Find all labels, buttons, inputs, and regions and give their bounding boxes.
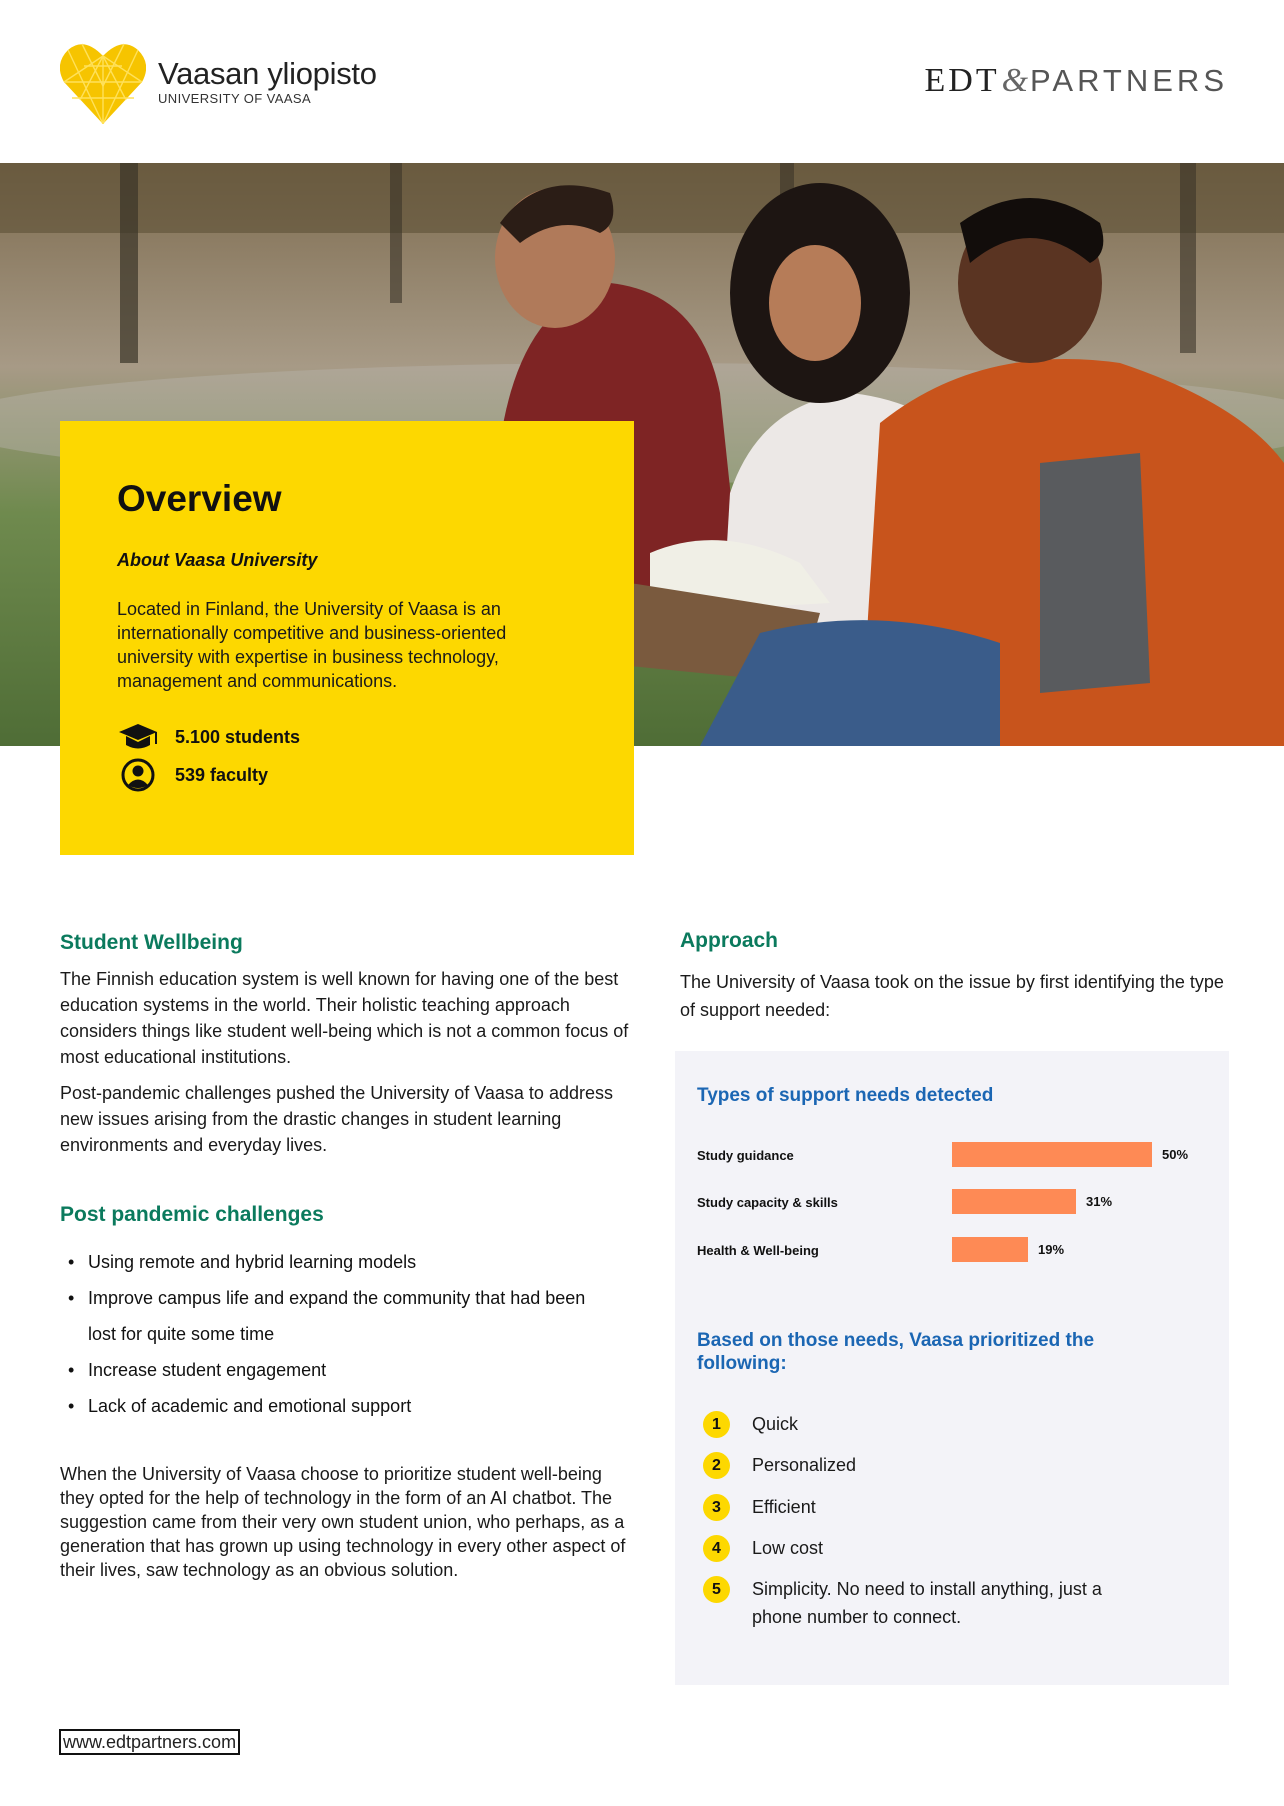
priority-item [703, 1411, 798, 1438]
logo-name: Vaasan yliopisto [158, 56, 377, 91]
bar-row [697, 1142, 1217, 1168]
challenges-heading: Post pandemic challenges [60, 1203, 324, 1226]
priority-text: Low cost [752, 1538, 824, 1558]
website-link[interactable]: www.edtpartners.com [59, 1729, 240, 1755]
bar-row [697, 1189, 1217, 1215]
bar-label: Study guidance [697, 1148, 794, 1163]
approach-heading: Approach [680, 929, 779, 952]
graduation-cap-icon [117, 723, 159, 751]
priority-item [703, 1494, 816, 1521]
priorities-heading: Based on those needs, Vaasa prioritized the following: [697, 1330, 1095, 1374]
priority-item [703, 1576, 1152, 1631]
wellbeing-paragraph-1: The Finnish education system is well known for having one of the best education systems in the world. Their holistic teaching approach considers things like student well-being which is not a common focus of most educational institutions. [60, 969, 629, 1067]
overview-title: Overview [117, 478, 282, 519]
wellbeing-paragraph-2: Post-pandemic challenges pushed the University of Vaasa to address new issues arising from the drastic changes in student learning environments and everyday lives. [60, 1083, 613, 1155]
wellbeing-heading: Student Wellbeing [60, 931, 243, 954]
bar-label: Study capacity & skills [697, 1195, 838, 1210]
partner-logo-b: PARTNERS [1030, 63, 1228, 98]
list-item: • Increase student engagement [60, 1352, 640, 1388]
heart-logo-icon [60, 40, 146, 124]
list-item: • Lack of academic and emotional support [60, 1388, 640, 1424]
left-column [60, 930, 640, 1582]
priority-number-badge: 3 [703, 1494, 730, 1521]
priority-text: Efficient [752, 1497, 816, 1517]
stat-students-label: 5.100 students [175, 726, 301, 747]
challenges-closing: When the University of Vaasa choose to prioritize student well-being they opted for the help of technology in the form of an AI chatbot. The suggestion came from their very own student union, who perhaps, as a generation that has grown up using technology in every other aspect of their lives, saw technology as an obvious solution. [60, 1464, 626, 1580]
priority-text: Simplicity. No need to install anything, just a phone number to connect. [752, 1579, 1102, 1627]
partner-logo-amp: & [1001, 62, 1029, 99]
bar-value-label: 31% [1086, 1194, 1113, 1209]
overview-stats [117, 719, 578, 793]
priority-item [703, 1535, 823, 1562]
chart-title: Types of support needs detected [697, 1085, 994, 1106]
priority-number-badge: 5 [703, 1576, 730, 1603]
priority-number-badge: 4 [703, 1535, 730, 1562]
stat-faculty [117, 757, 578, 793]
logo-subtitle: UNIVERSITY OF VAASA [158, 91, 312, 106]
overview-subtitle: About Vaasa University [117, 550, 318, 570]
partner-logo [925, 62, 1229, 100]
overview-card [60, 421, 634, 855]
support-panel [675, 1051, 1229, 1685]
list-item: • Using remote and hybrid learning models [60, 1244, 640, 1280]
bar-label: Health & Well-being [697, 1243, 819, 1258]
bar-value-label: 50% [1162, 1147, 1189, 1162]
user-circle-icon [117, 758, 159, 792]
list-item: • Improve campus life and expand the community that had been lost for quite some time [60, 1280, 640, 1352]
university-logo [60, 40, 377, 124]
bar-value-label: 19% [1038, 1242, 1065, 1257]
priority-text: Personalized [752, 1455, 857, 1475]
bar-row [697, 1237, 1217, 1263]
challenges-list [60, 1244, 640, 1424]
priority-item [703, 1452, 856, 1479]
partner-logo-a: EDT [924, 62, 1000, 99]
priority-number-badge: 1 [703, 1411, 730, 1438]
approach-text: The University of Vaasa took on the issue by first identifying the type of support needed: [680, 972, 1224, 1020]
bar [952, 1189, 1076, 1214]
bar [952, 1142, 1152, 1167]
overview-text: Located in Finland, the University of Vaasa is an internationally competitive and business-oriented university with expertise in business technology, management and communications. [117, 599, 507, 691]
priority-text: Quick [752, 1414, 799, 1434]
right-column [680, 928, 1230, 1024]
stat-students [117, 719, 578, 755]
priority-number-badge: 2 [703, 1452, 730, 1479]
stat-faculty-label: 539 faculty [175, 764, 269, 785]
bar [952, 1237, 1028, 1262]
